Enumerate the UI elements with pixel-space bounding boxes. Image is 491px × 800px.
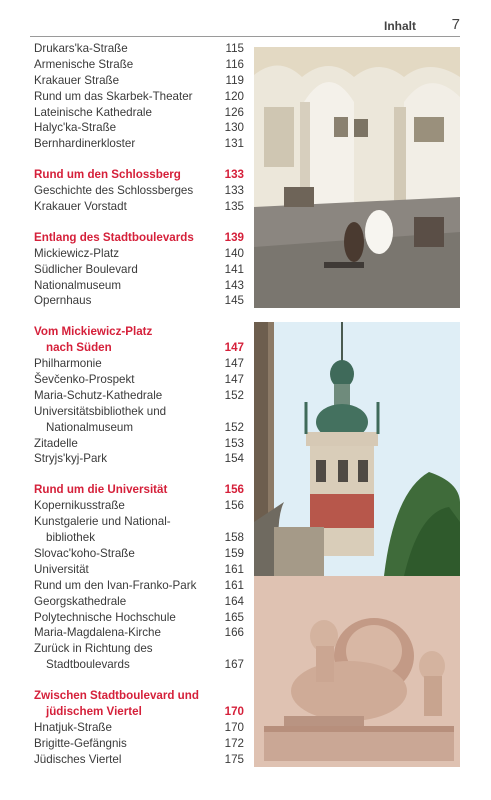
toc-entry-label: Entlang des Stadtboulevards <box>34 230 194 244</box>
toc-entry-page: 167 <box>224 658 244 672</box>
toc-entry-page: 152 <box>224 388 244 402</box>
page-header <box>30 0 460 37</box>
toc-entry <box>34 610 244 626</box>
toc-section-heading <box>34 230 244 246</box>
toc-section <box>34 688 244 767</box>
toc-entry-label: jüdischem Viertel <box>46 704 142 718</box>
toc-entry-label: Halyc'ka-Straße <box>34 121 117 135</box>
toc-entry <box>34 199 244 215</box>
toc-entry-label: Vom Mickiewicz-Platz <box>34 325 153 339</box>
toc-entry <box>34 183 244 199</box>
toc-entry-page: 130 <box>224 121 244 135</box>
toc-entry-label: Rund um das Skarbek-Theater <box>34 89 193 103</box>
toc-entry-page: 147 <box>224 373 244 387</box>
toc-entry <box>34 41 244 57</box>
toc-entry-label: Kunstgalerie und National- <box>34 515 171 529</box>
toc-entry <box>34 388 244 404</box>
toc-entry <box>34 578 244 594</box>
toc-entry-label: Jüdisches Viertel <box>34 752 122 766</box>
toc-entry <box>34 73 244 89</box>
toc-entry <box>34 436 244 452</box>
toc-entry-label: Südlicher Boulevard <box>34 262 138 276</box>
toc-entry-label: Stryjs'kyj-Park <box>34 452 108 466</box>
toc-entry-page: 161 <box>224 578 244 592</box>
toc-entry-label: Rund um die Universität <box>34 483 168 497</box>
toc-entry-page: 115 <box>225 42 244 55</box>
toc-entry-page: 165 <box>224 610 244 624</box>
toc-entry-page: 161 <box>224 562 244 576</box>
toc-entry-label: nach Süden <box>46 341 112 355</box>
toc-entry <box>34 105 244 121</box>
toc-section-heading <box>34 688 244 704</box>
toc-section-heading <box>34 324 244 340</box>
toc-entry-page: 156 <box>224 499 244 513</box>
toc-entry-page: 156 <box>224 483 244 497</box>
toc-entry-page: 175 <box>224 752 244 766</box>
toc-entry-page: 120 <box>224 89 244 103</box>
toc-entry-page: 152 <box>224 420 244 434</box>
toc-entry-page: 143 <box>224 278 244 292</box>
toc-entry-label: Universität <box>34 562 89 576</box>
toc-entry-label: Slovac'koho-Straße <box>34 546 135 560</box>
toc-entry-label: bibliothek <box>46 531 95 545</box>
toc-entry-page: 164 <box>224 594 244 608</box>
toc-entry-page: 119 <box>225 73 244 87</box>
toc-entry-page: 158 <box>224 531 244 545</box>
toc-entry <box>34 530 244 546</box>
toc-entry <box>34 404 244 420</box>
toc-entry-label: Drukars'ka-Straße <box>34 42 128 55</box>
toc-section-heading <box>34 167 244 183</box>
toc-entry <box>34 720 244 736</box>
toc-entry <box>34 736 244 752</box>
courtyard-cafe-photo <box>254 47 460 308</box>
toc-entry-label: Maria-Magdalena-Kirche <box>34 626 161 640</box>
toc-entry <box>34 546 244 562</box>
toc-entry-label: Rund um den Schlossberg <box>34 168 181 182</box>
toc-entry-page: 154 <box>224 452 244 466</box>
church-tower-photo <box>254 322 460 576</box>
toc-entry-page: 147 <box>224 357 244 371</box>
toc-entry <box>34 57 244 73</box>
toc-entry-label: Krakauer Straße <box>34 73 120 87</box>
toc-section-heading <box>34 482 244 498</box>
toc-entry-page: 170 <box>224 720 244 734</box>
toc-entry <box>34 451 244 467</box>
toc-entry-page: 135 <box>224 200 244 214</box>
table-of-contents <box>34 41 244 783</box>
toc-section <box>34 324 244 467</box>
toc-entry-label: Lateinische Kathedrale <box>34 105 152 119</box>
toc-entry-page: 170 <box>224 704 244 718</box>
toc-entry <box>34 372 244 388</box>
toc-entry <box>34 356 244 372</box>
toc-entry-label: Nationalmuseum <box>46 420 133 434</box>
toc-entry-page: 126 <box>224 105 244 119</box>
toc-entry <box>34 278 244 294</box>
toc-entry-page: 116 <box>225 57 244 71</box>
toc-entry-label: Maria-Schutz-Kathedrale <box>34 388 163 402</box>
toc-entry <box>34 562 244 578</box>
toc-entry <box>34 246 244 262</box>
page-number: 7 <box>451 16 460 33</box>
toc-entry <box>34 420 244 436</box>
toc-section <box>34 41 244 152</box>
toc-entry <box>34 625 244 641</box>
header-section-label: Inhalt <box>384 19 416 33</box>
toc-entry-label: Bernhardinerkloster <box>34 137 136 151</box>
toc-entry-page: 172 <box>224 736 244 750</box>
toc-section <box>34 167 244 215</box>
toc-entry-page: 133 <box>224 184 244 198</box>
toc-entry-label: Philharmonie <box>34 357 102 371</box>
toc-entry <box>34 293 244 309</box>
toc-entry <box>34 262 244 278</box>
toc-entry <box>34 136 244 152</box>
toc-entry-label: Universitätsbibliothek und <box>34 404 167 418</box>
toc-entry <box>34 657 244 673</box>
toc-entry-label: Ševčenko-Prospekt <box>34 373 135 387</box>
toc-entry-label: Geschichte des Schlossberges <box>34 184 194 198</box>
toc-entry-label: Brigitte-Gefängnis <box>34 736 127 750</box>
toc-entry-label: Krakauer Vorstadt <box>34 200 127 214</box>
toc-entry-label: Armenische Straße <box>34 57 134 71</box>
toc-entry-label: Georgskathedrale <box>34 594 127 608</box>
toc-entry-label: Stadtboulevards <box>46 658 130 672</box>
toc-entry <box>34 498 244 514</box>
toc-entry <box>34 89 244 105</box>
toc-entry <box>34 641 244 657</box>
toc-entry-label: Rund um den Ivan-Franko-Park <box>34 578 197 592</box>
toc-entry-label: Polytechnische Hochschule <box>34 610 176 624</box>
toc-entry-page: 133 <box>224 168 244 182</box>
toc-entry-page: 166 <box>224 626 244 640</box>
toc-entry-page: 140 <box>224 246 244 260</box>
toc-section <box>34 230 244 309</box>
toc-entry-page: 139 <box>224 230 244 244</box>
toc-entry-label: Hnatjuk-Straße <box>34 720 112 734</box>
toc-entry-label: Opernhaus <box>34 294 92 308</box>
toc-entry <box>34 514 244 530</box>
toc-entry-label: Mickiewicz-Platz <box>34 246 120 260</box>
toc-entry-page: 153 <box>224 436 244 450</box>
toc-entry-page: 145 <box>224 294 244 308</box>
toc-entry <box>34 752 244 768</box>
toc-section <box>34 482 244 673</box>
toc-entry-page: 147 <box>224 341 244 355</box>
toc-entry-label: Zwischen Stadtboulevard und <box>34 689 199 703</box>
toc-entry-label: Zitadelle <box>34 436 78 450</box>
toc-section-heading <box>34 340 244 356</box>
lion-sculpture-photo <box>254 576 460 767</box>
toc-entry-page: 131 <box>224 137 244 151</box>
toc-entry-label: Zurück in Richtung des <box>34 642 153 656</box>
toc-entry-page: 141 <box>224 262 244 276</box>
toc-entry-page: 159 <box>224 546 244 560</box>
toc-section-heading <box>34 704 244 720</box>
toc-entry <box>34 594 244 610</box>
toc-entry-label: Nationalmuseum <box>34 278 121 292</box>
toc-entry <box>34 120 244 136</box>
toc-entry-label: Kopernikusstraße <box>34 499 125 513</box>
